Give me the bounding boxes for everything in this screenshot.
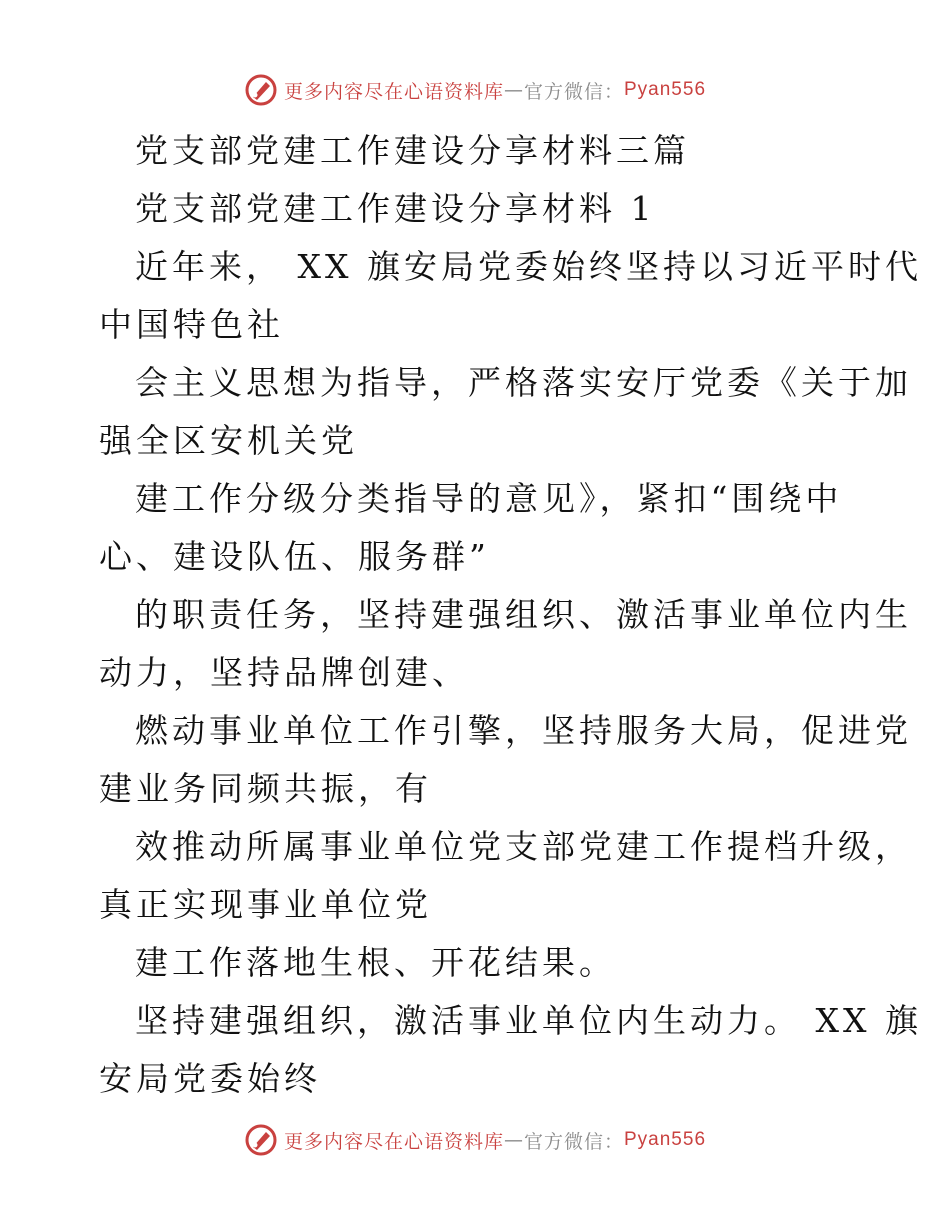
pen-logo-icon — [244, 73, 278, 107]
paragraph-line: 安局党委始终 — [99, 1059, 321, 1098]
paragraph-line: 燃动事业单位工作引擎，坚持服务大局，促进党 — [135, 711, 912, 750]
paragraph-line: 的职责任务，坚持建强组织、激活事业单位内生 — [135, 595, 912, 634]
paragraph-line: 近年来， XX 旗安局党委始终坚持以习近平时代 — [135, 247, 922, 286]
banner-main-text: 更多内容尽在心语资料库 — [283, 80, 504, 103]
banner-separator: — — [503, 79, 524, 101]
paragraph-line: 心、建设队伍、服务群” — [99, 537, 490, 576]
pen-logo-icon — [244, 1123, 278, 1157]
paragraph-line: 效推动所属事业单位党支部党建工作提档升级， — [135, 827, 912, 866]
paragraph-line: 建业务同频共振，有 — [99, 769, 432, 808]
banner-main-text: 更多内容尽在心语资料库 — [283, 1130, 504, 1153]
banner-wechat-id: Pyan556 — [624, 79, 707, 100]
header-banner — [0, 70, 950, 110]
paragraph-line: 强全区安机关党 — [99, 421, 358, 460]
paragraph-line: 真正实现事业单位党 — [99, 885, 432, 924]
paragraph-line: 中国特色社 — [99, 305, 284, 344]
footer-banner — [0, 1120, 950, 1160]
banner-wechat-label: 官方微信： — [523, 1130, 624, 1153]
document-subtitle: 党支部党建工作建设分享材料 1 — [135, 189, 656, 228]
banner-wechat-label: 官方微信： — [523, 80, 624, 103]
paragraph-line: 坚持建强组织，激活事业单位内生动力。 XX 旗 — [135, 1001, 922, 1040]
paragraph-line: 会主义思想为指导，严格落实安厅党委《关于加 — [135, 363, 912, 402]
banner-separator: — — [503, 1129, 524, 1151]
paragraph-line: 建工作落地生根、开花结果。 — [135, 943, 616, 982]
paragraph-line: 建工作分级分类指导的意见》，紧扣“围绕中 — [135, 479, 843, 518]
document-title: 党支部党建工作建设分享材料三篇 — [135, 131, 690, 170]
banner-wechat-id: Pyan556 — [624, 1129, 707, 1150]
paragraph-line: 动力，坚持品牌创建、 — [99, 653, 469, 692]
document-body — [99, 122, 922, 1108]
